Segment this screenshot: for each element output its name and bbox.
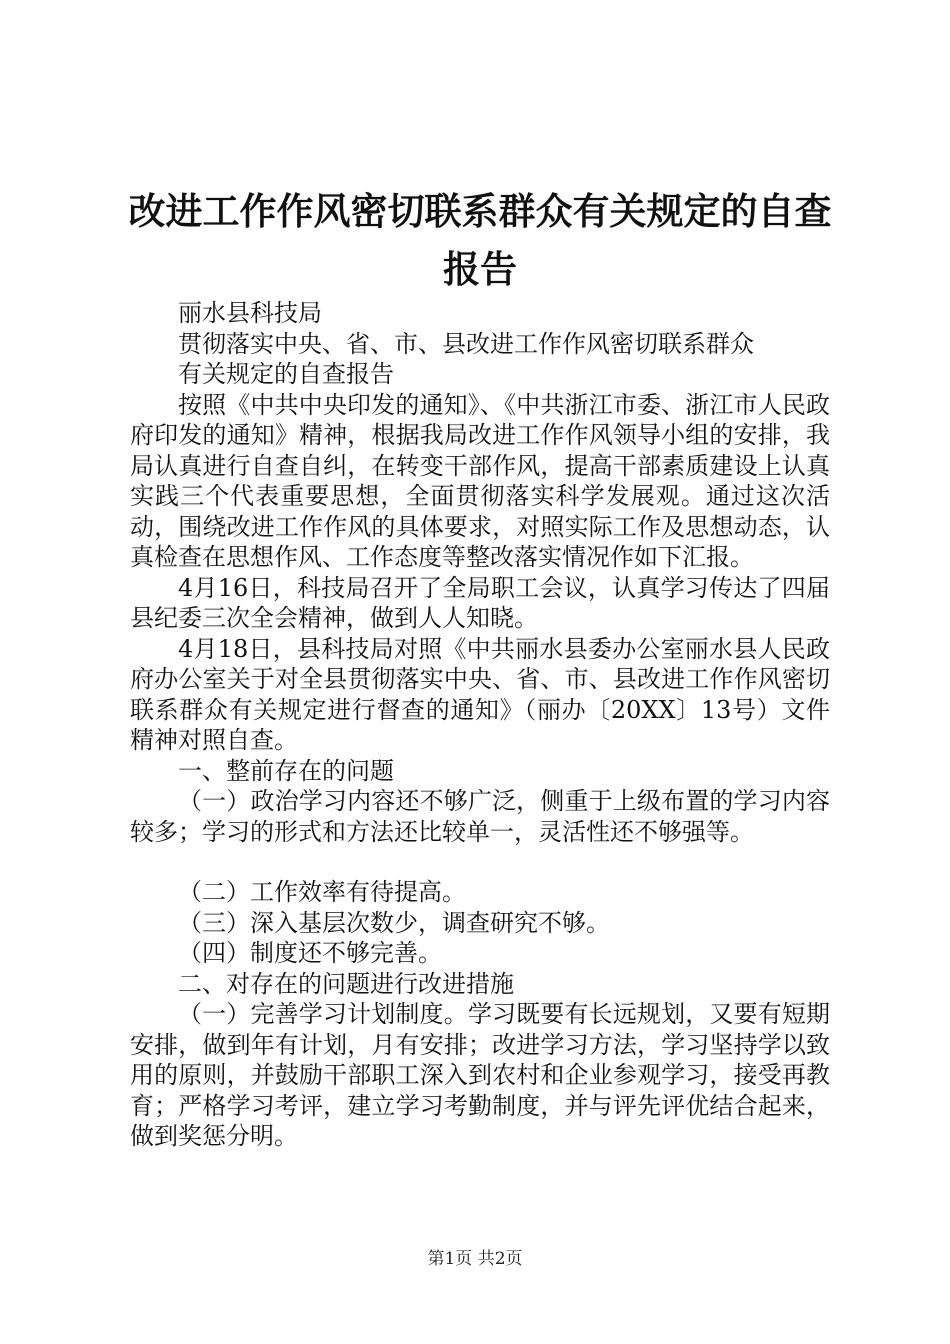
- document-title: 改进工作作风密切联系群众有关规定的自查报告: [128, 189, 832, 291]
- paragraph-problem-2: （二）工作效率有待提高。: [178, 878, 466, 906]
- section-heading-problems: 一、整前存在的问题: [178, 756, 394, 785]
- paragraph-april-18: 4月18日，县科技局对照《中共丽水县委办公室丽水县人民政府办公室关于对全县贯彻落实中央、省、市、县改进工作作风密切联系群众有关规定进行督查的通知》（丽办〔20XX〕13号）文件精神对照自查。: [130, 634, 830, 754]
- paragraph-measure-1: （一）完善学习计划制度。学习既要有长远规划，又要有短期安排，做到年有计划，月有安排；改进学习方法，学习坚持学以致用的原则，并鼓励干部职工深入到农村和企业参观学习，接受再教育；严格学习考评，建立学习考勤制度，并与评先评优结合起来，做到奖惩分明。: [130, 1000, 830, 1150]
- page-indicator: 第1页 共2页: [427, 1249, 523, 1269]
- section-heading-measures: 二、对存在的问题进行改进措施: [178, 969, 514, 998]
- paragraph-subtitle-line-2: 有关规定的自查报告: [178, 360, 394, 388]
- paragraph-problem-4: （四）制度还不够完善。: [178, 939, 442, 967]
- paragraph-problem-1: （一）政治学习内容还不够广泛，侧重于上级布置的学习内容较多；学习的形式和方法还比较单一，灵活性还不够强等。: [130, 787, 830, 846]
- document-body: [130, 298, 830, 1152]
- paragraph-intro: 按照《中共中央印发的通知》、《中共浙江市委、浙江市人民政府印发的通知》精神，根据我局改进工作作风领导小组的安排，我局认真进行自查自纠，在转变干部作风，提高干部素质建设上认真实践三个代表重要思想，全面贯彻落实科学发展观。通过这次活动，围绕改进工作作风的具体要求，对照实际工作及思想动态，认真检查在思想作风、工作态度等整改落实情况作如下汇报。: [130, 390, 830, 571]
- paragraph-april-16: 4月16日，科技局召开了全局职工会议，认真学习传达了四届县纪委三次全会精神，做到人人知晓。: [130, 573, 830, 632]
- paragraph-problem-3: （三）深入基层次数少，调查研究不够。: [178, 908, 610, 937]
- paragraph-organization: 丽水县科技局: [178, 299, 322, 327]
- paragraph-subtitle-line-1: 贯彻落实中央、省、市、县改进工作作风密切联系群众: [178, 329, 754, 358]
